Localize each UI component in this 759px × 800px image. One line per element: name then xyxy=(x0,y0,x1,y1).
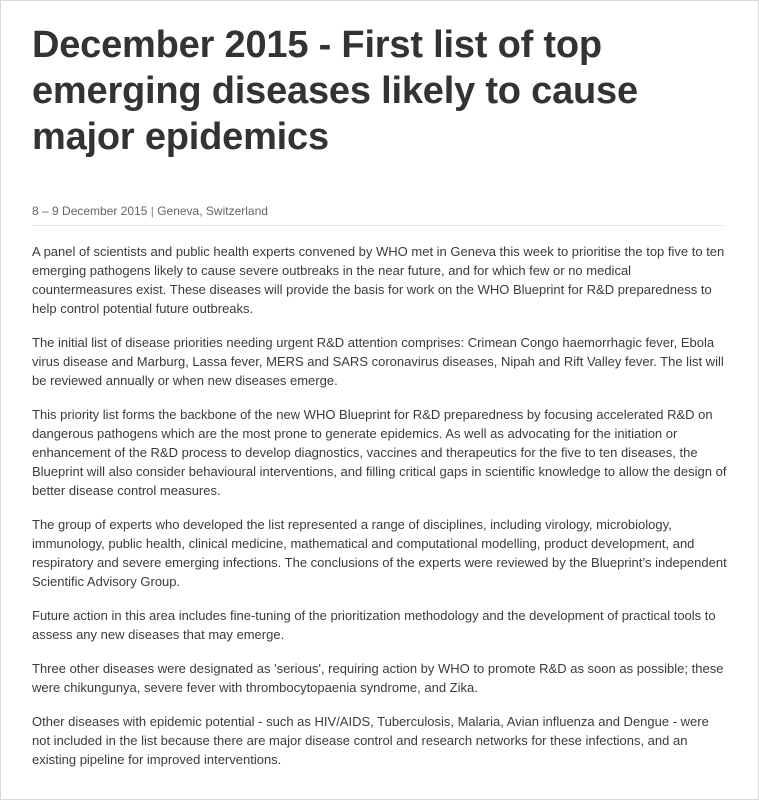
paragraph-4: The group of experts who developed the list represented a range of disciplines, including virology, microbiology, immunology, public health, clinical medicine, mathematical and computational modelling, product development, and respiratory and severe emerging infections. The conclusions of the experts were reviewed by the Blueprint’s independent Scientific Advisory Group. xyxy=(32,517,727,589)
article-body xyxy=(32,242,727,769)
paragraph-6: Three other diseases were designated as 'serious', requiring action by WHO to promote R&D as soon as possible; these were chikungunya, severe fever with thrombocytopaenia syndrome, and Zika. xyxy=(32,661,724,695)
article-meta xyxy=(32,203,724,226)
paragraph-1: A panel of scientists and public health experts convened by WHO met in Geneva this week to prioritise the top five to ten emerging pathogens likely to cause severe outbreaks in the near future, and for which few or no medical countermeasures exist. These diseases will provide the basis for work on the WHO Blueprint for R&D preparedness to help control potential future outbreaks. xyxy=(32,244,725,316)
paragraph-7: Other diseases with epidemic potential - such as HIV/AIDS, Tuberculosis, Malaria, Avian influenza and Dengue - were not included in the list because there are major disease control and research networks for these infections, and an existing pipeline for improved interventions. xyxy=(32,714,709,767)
event-date: 8 – 9 December 2015 xyxy=(32,204,148,218)
event-location: Geneva, Switzerland xyxy=(157,204,268,218)
paragraph-3: This priority list forms the backbone of the new WHO Blueprint for R&D preparedness by focusing accelerated R&D on dangerous pathogens which are the most prone to generate epidemics. As well as advocating for the initiation or enhancement of the R&D process to develop diagnostics, vaccines and therapeutics for the five to ten diseases, the Blueprint will also consider behavioural interventions, and filling critical gaps in scientific knowledge to allow the design of better disease control measures. xyxy=(32,407,727,498)
article xyxy=(32,22,727,784)
paragraph-2: The initial list of disease priorities needing urgent R&D attention comprises: Crimean Congo haemorrhagic fever, Ebola virus disease and Marburg, Lassa fever, MERS and SARS coronavirus diseases, Nipah and Rift Valley fever. The list will be reviewed annually or when new diseases emerge. xyxy=(32,335,724,388)
meta-separator: | xyxy=(150,204,158,218)
article-title: December 2015 - First list of top emerging diseases likely to cause major epidemics xyxy=(32,24,638,158)
paragraph-5: Future action in this area includes fine-tuning of the prioritization methodology and the development of practical tools to assess any new diseases that may emerge. xyxy=(32,608,716,642)
